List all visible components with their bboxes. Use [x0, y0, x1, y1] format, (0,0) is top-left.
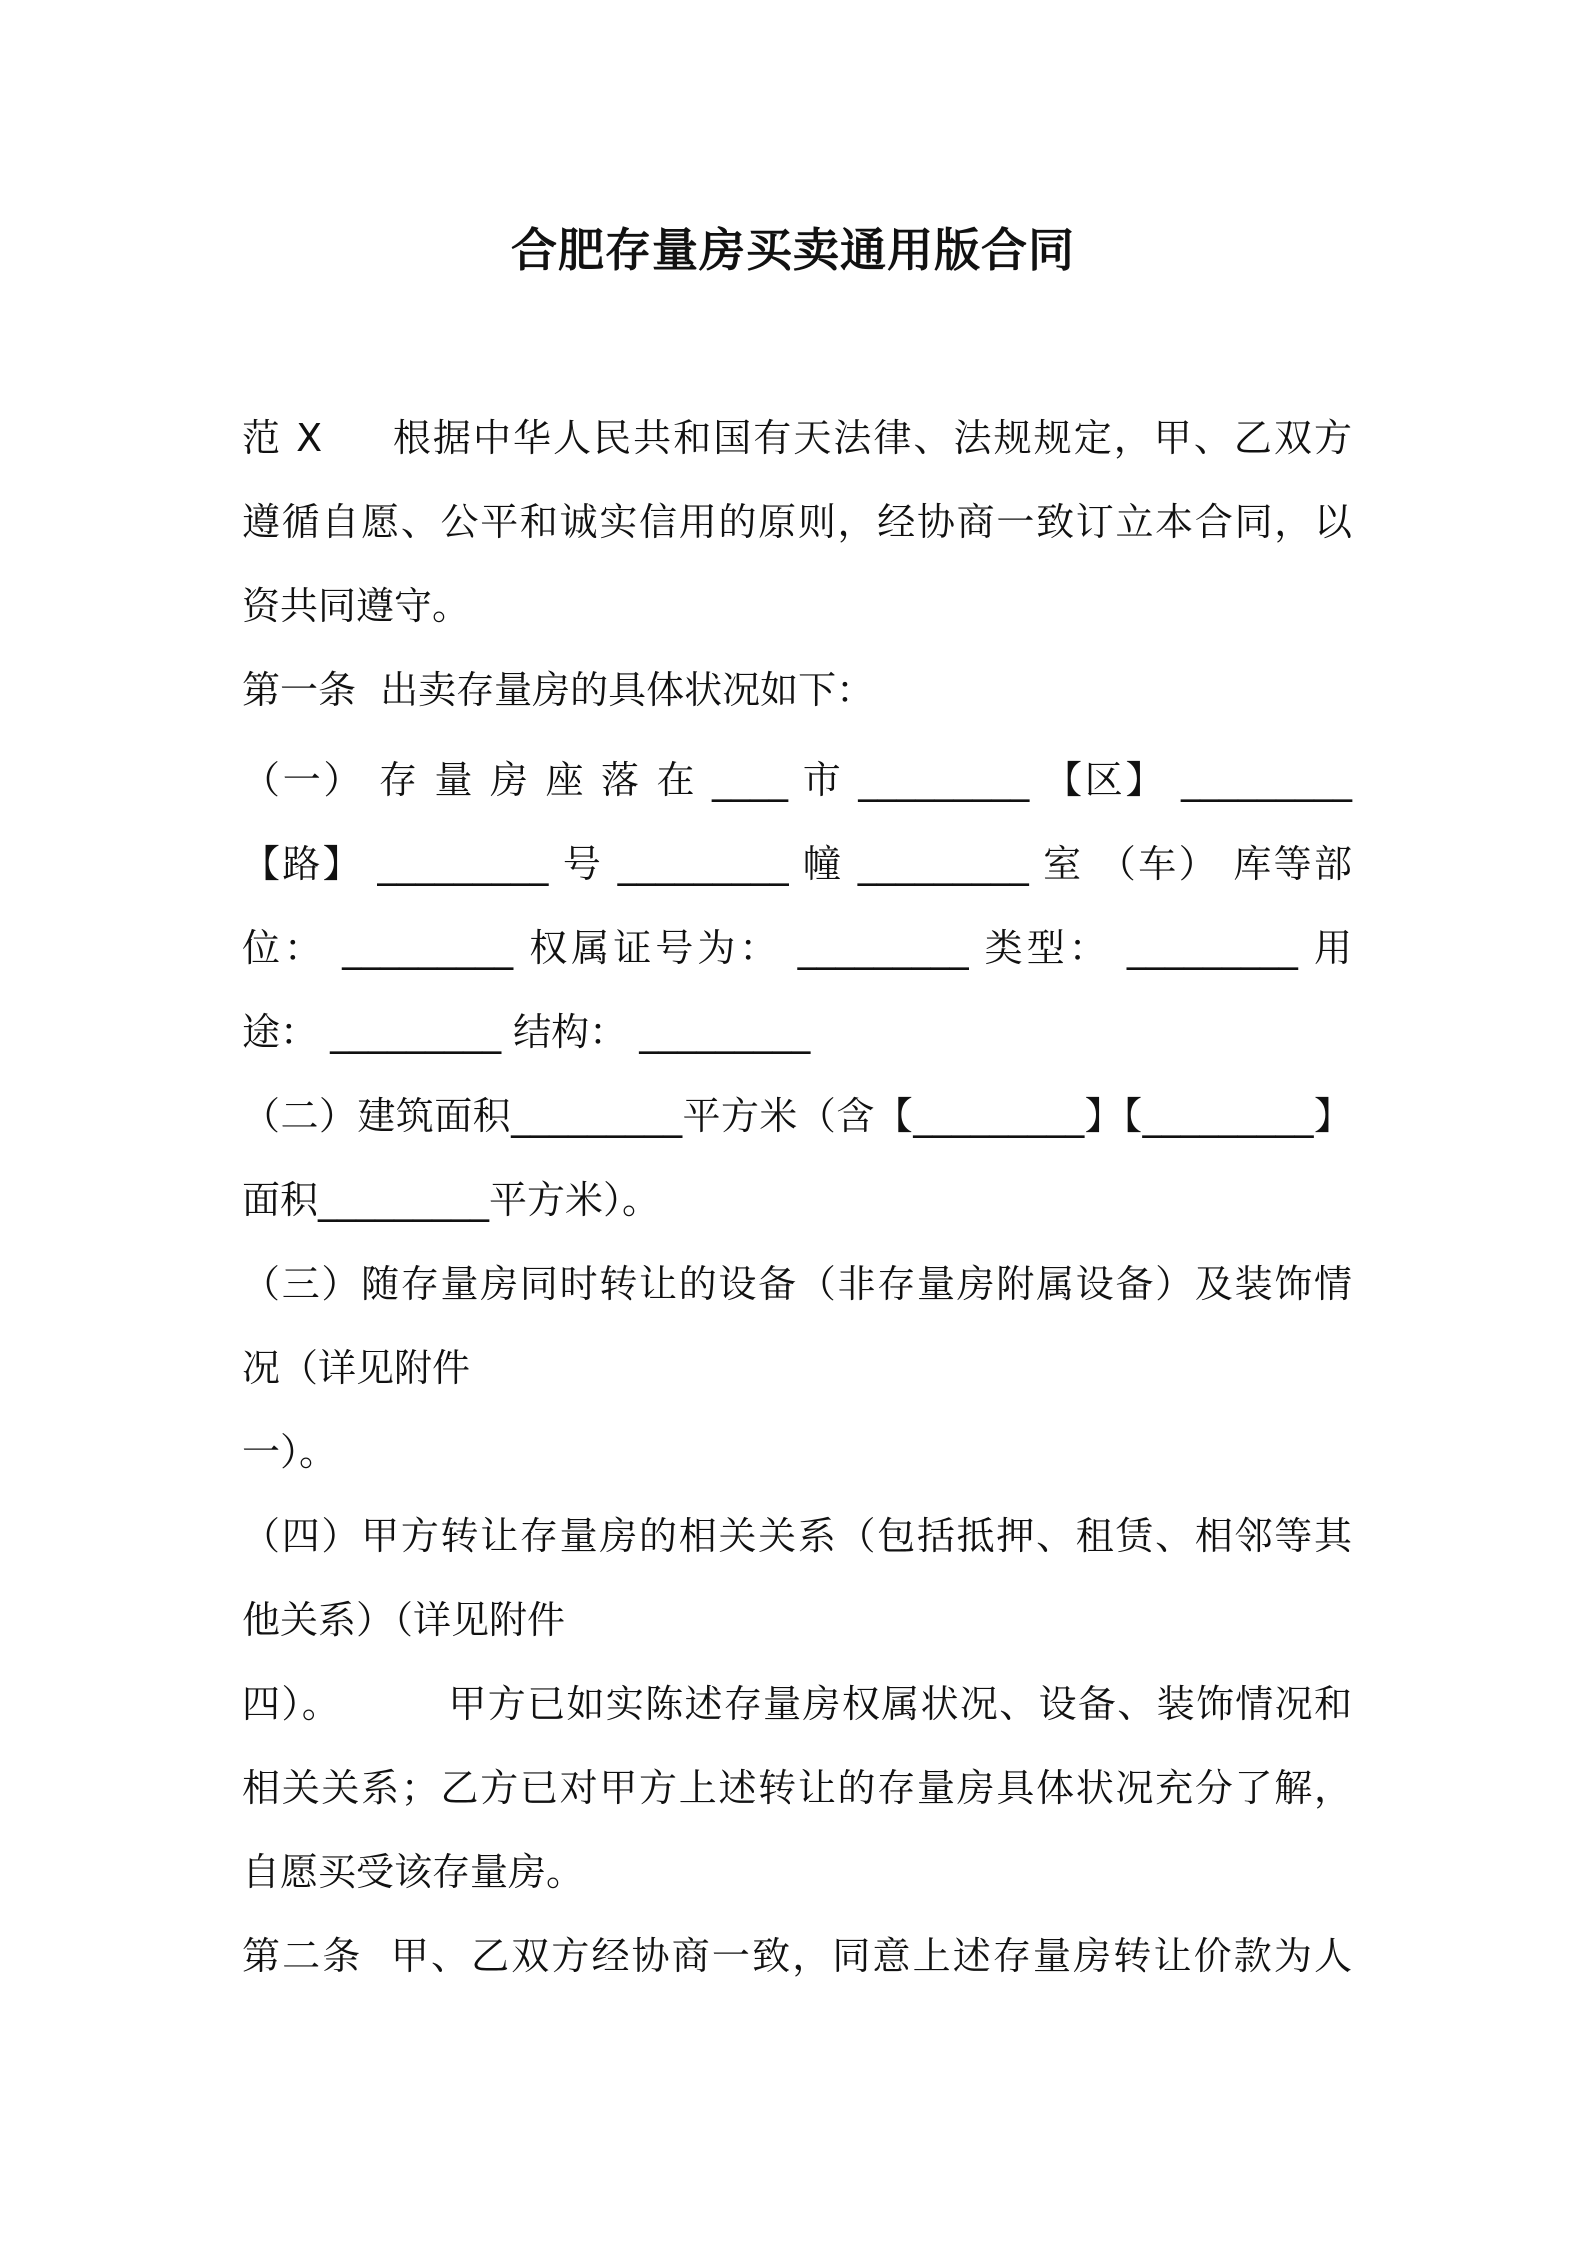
- text-line-2: 遵循自愿、公平和诚实信用的原则，经协商一致订立本合同，以: [242, 500, 1352, 544]
- text-line-6: 【路】 _________ 号 _________ 幢 _________ 室 （车） 库等部: [242, 842, 1352, 886]
- text-line-3: 资共同遵守。: [242, 584, 471, 628]
- text-line-7: 位： _________ 权属证号为： _________ 类型： _________ 用: [242, 926, 1352, 970]
- text-line-17: 相关关系；乙方已对甲方上述转让的存量房具体状况充分了解，: [242, 1766, 1352, 1810]
- text-line-8: 途： _________ 结构： _________: [242, 1010, 811, 1054]
- text-line-16: 四）。 甲方已如实陈述存量房权属状况、设备、装饰情况和: [242, 1682, 1352, 1726]
- text-line-15: 他关系）（详见附件: [242, 1598, 566, 1642]
- text-line-9: （二）建筑面积_________平方米（含【_________】【_________】: [242, 1094, 1352, 1138]
- article-1-heading: 第一条 出卖存量房的具体状况如下：: [242, 668, 875, 712]
- text-line-1: 范 X 根据中华人民共和国有天法律、法规规定，甲、乙双方: [242, 416, 1352, 460]
- text-line-18: 自愿买受该存量房。: [242, 1850, 585, 1894]
- document-title: 合肥存量房买卖通用版合同: [511, 223, 1075, 277]
- text-line-12: 况（详见附件: [242, 1346, 471, 1390]
- text-line-11: （三）随存量房同时转让的设备（非存量房附属设备）及装饰情: [242, 1262, 1352, 1306]
- text-line-10: 面积_________平方米）。: [242, 1178, 661, 1222]
- text-line-13: 一）。: [242, 1430, 338, 1474]
- article-2-heading: 第二条 甲、乙双方经协商一致，同意上述存量房转让价款为人: [242, 1934, 1352, 1978]
- text-line-5: （一） 存 量 房 座 落 在 ____ 市 _________ 【区】 _________: [242, 758, 1352, 802]
- text-line-14: （四）甲方转让存量房的相关关系（包括抵押、租赁、相邻等其: [242, 1514, 1352, 1558]
